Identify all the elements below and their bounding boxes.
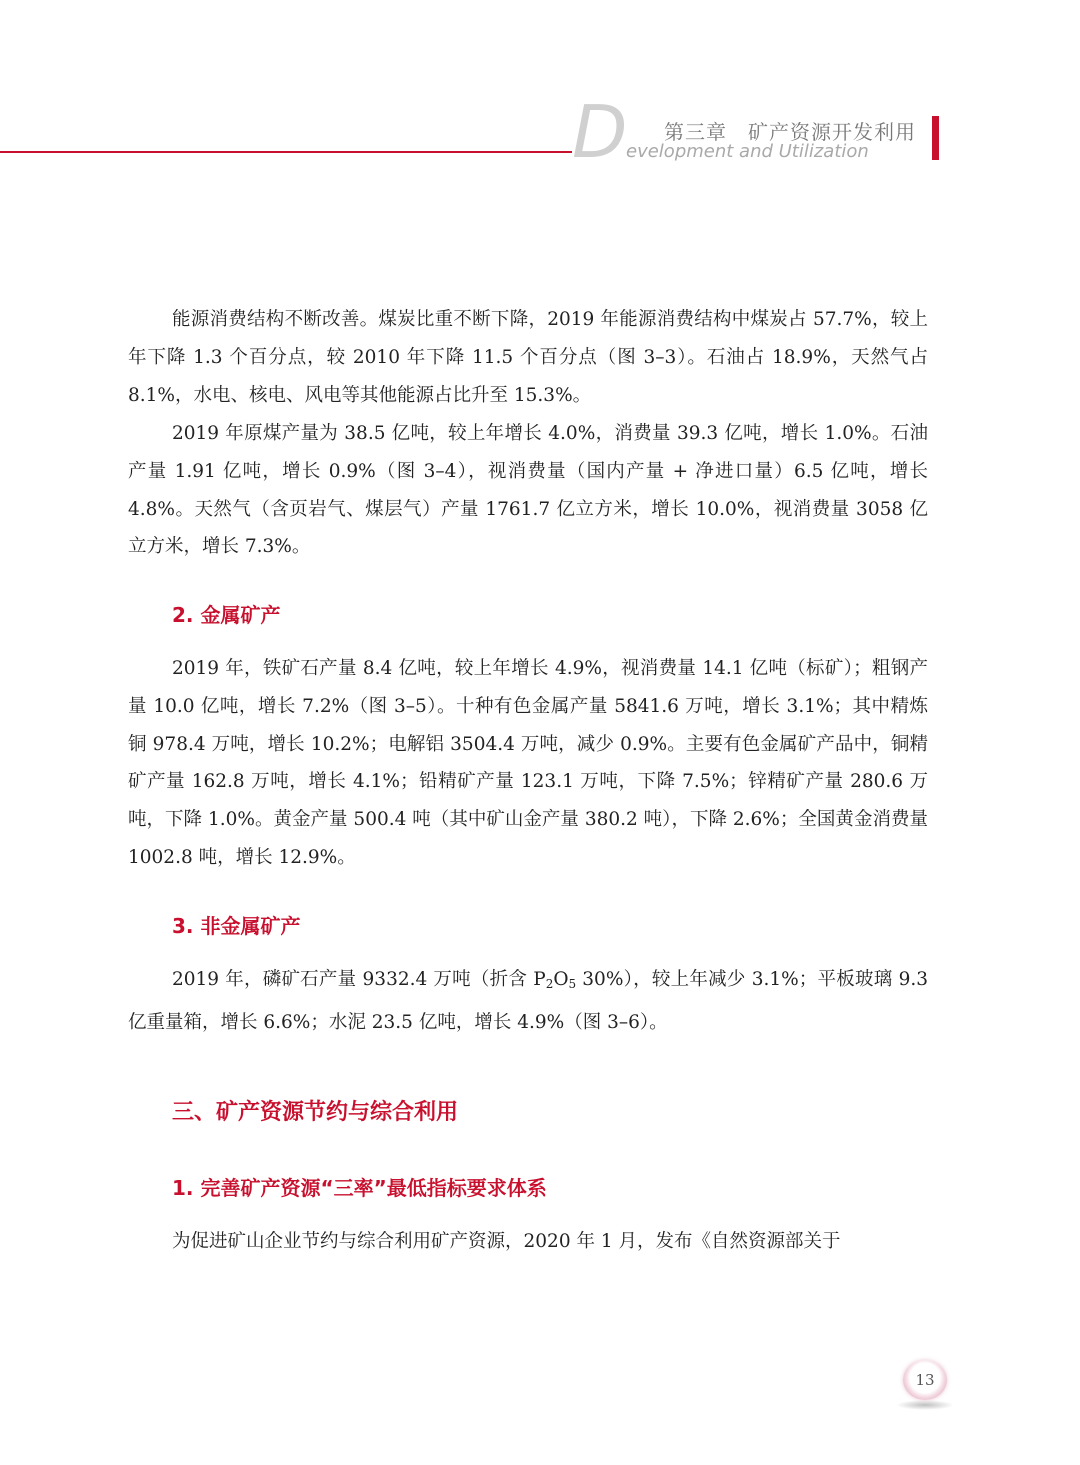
page-number: 13	[903, 1360, 947, 1400]
header-accent-bar	[932, 116, 939, 160]
page-number-shadow	[896, 1400, 954, 1410]
subheading-three-rates: 1. 完善矿产资源“三率”最低指标要求体系	[172, 1176, 547, 1200]
paragraph-conservation: 为促进矿山企业节约与综合利用矿产资源，2020 年 1 月，发布《自然资源部关于	[172, 1231, 841, 1252]
header-big-letter: D	[572, 90, 628, 174]
section-heading-conservation: 三、矿产资源节约与综合利用	[172, 1100, 459, 1125]
heading-nonmetal-minerals: 3. 非金属矿产	[172, 914, 301, 938]
paragraph-energy-structure: 能源消费结构不断改善。煤炭比重不断下降，2019 年能源消费结构中煤炭占 57.7%，较上年下降 1.3 个百分点，较 2010 年下降 11.5 个百分点（图 3–3）。石油占 18.9%，天然气占 8.1%，水电、核电、风电等其他能源占比升至 15.3%。	[128, 309, 928, 406]
paragraph-nonmetal-minerals: 2019 年，磷矿石产量 9332.4 万吨（折含 $P_2O_5$ 30%），较上年减少 3.1%；平板玻璃 9.3 亿重量箱，增长 6.6%；水泥 23.5 亿吨，增长 4.9%（图 3–6）。	[128, 969, 928, 1033]
chapter-title: 第三章 矿产资源开发利用	[664, 120, 916, 144]
header-line	[0, 151, 572, 153]
paragraph-metal-minerals: 2019 年，铁矿石产量 8.4 亿吨，较上年增长 4.9%，视消费量 14.1 亿吨（标矿）；粗钢产量 10.0 亿吨，增长 7.2%（图 3–5）。十种有色金属产量 5841.6 万吨，增长 3.1%；其中精炼铜 978.4 万吨，增长 10.2%；电解铝 3504.4 万吨，减少 0.9%。主要有色金属矿产品中，铜精矿产量 162.8 万吨，增长 4.1%；铅精矿产量 123.1 万吨，下降 7.5%；锌精矿产量 280.6 万吨，下降 1.0%。黄金产量 500.4 吨（其中矿山金产量 380.2 吨），下降 2.6%；全国黄金消费量 1002.8 吨，增长 12.9%。	[128, 658, 928, 868]
heading-metal-minerals: 2. 金属矿产	[172, 603, 281, 627]
chapter-subtitle: evelopment and Utilization	[626, 141, 869, 162]
paragraph-coal-oil-gas: 2019 年原煤产量为 38.5 亿吨，较上年增长 4.0%，消费量 39.3 亿吨，增长 1.0%。石油产量 1.91 亿吨，增长 0.9%（图 3–4），视消费量（国内产量 + 净进口量）6.5 亿吨，增长 4.8%。天然气（含页岩气、煤层气）产量 1761.7 亿立方米，增长 10.0%，视消费量 3058 亿立方米，增长 7.3%。	[128, 423, 928, 558]
